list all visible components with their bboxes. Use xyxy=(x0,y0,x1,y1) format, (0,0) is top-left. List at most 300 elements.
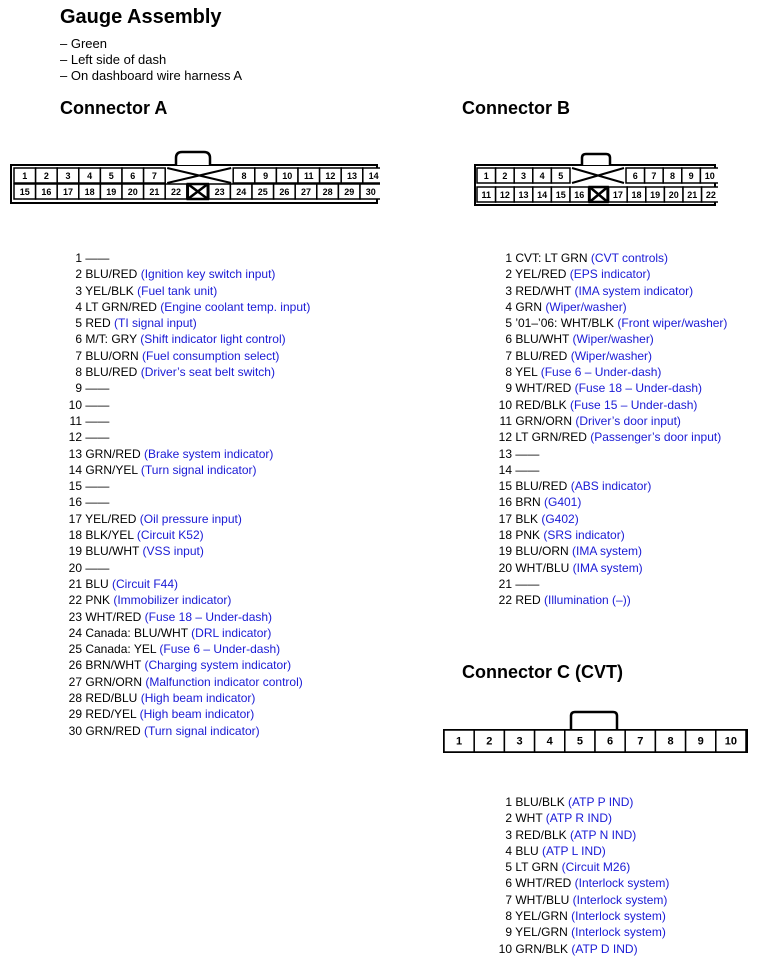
pin-number: 26 xyxy=(68,658,82,673)
connector-c-pin-5 xyxy=(565,730,595,752)
pin-number: 16 xyxy=(498,495,512,510)
pin-function: (Passenger’s door input) xyxy=(586,430,722,445)
connector-a-pin-8 xyxy=(233,168,255,183)
connector-a-pin-row xyxy=(60,478,310,494)
connector-a-pin-row xyxy=(60,446,310,462)
wire-color: RED/YEL xyxy=(82,707,137,722)
wire-color: —— xyxy=(82,430,110,445)
connector-a-pin-2 xyxy=(36,168,58,183)
connector-b-pin-row xyxy=(490,315,727,331)
pin-number: 2 xyxy=(505,267,512,282)
pin-function: (G402) xyxy=(538,511,579,526)
wire-color: BLU/ORN xyxy=(82,348,139,363)
connector-a-pin-24 xyxy=(230,184,252,199)
connector-b-pin-row xyxy=(490,560,727,576)
connector-a-pin-27 xyxy=(295,184,317,199)
pin-function: (Fuel consumption select) xyxy=(138,348,280,363)
pin-label: 1 xyxy=(456,735,463,748)
pin-number: 25 xyxy=(68,642,82,657)
connector-b-svg xyxy=(474,152,718,208)
pin-label: 27 xyxy=(300,187,312,197)
pin-label: 13 xyxy=(518,190,529,200)
pin-function: (Immobilizer indicator) xyxy=(110,593,232,608)
pin-number: 17 xyxy=(498,511,512,526)
pin-function: (Turn signal indicator) xyxy=(140,723,260,738)
pin-number: 5 xyxy=(75,316,82,331)
wire-color: YEL/BLK xyxy=(82,283,134,298)
pin-label: 4 xyxy=(539,171,545,181)
pin-function: (EPS indicator) xyxy=(566,267,651,282)
pin-number: 11 xyxy=(69,413,82,428)
connector-a-pin-row xyxy=(60,674,310,690)
pin-number: 3 xyxy=(505,827,512,842)
pin-number: 18 xyxy=(68,528,82,543)
pin-number: 22 xyxy=(68,593,82,608)
pin-number: 4 xyxy=(75,299,82,314)
connector-c-pin-8 xyxy=(655,730,685,752)
pin-label: 7 xyxy=(637,735,644,748)
wire-color: PNK xyxy=(512,528,541,543)
connector-b-pin-row xyxy=(490,494,727,510)
connector-a-heading: Connector A xyxy=(60,98,168,118)
wire-color: —— xyxy=(82,413,110,428)
pin-function: (Engine coolant temp. input) xyxy=(156,299,311,314)
pin-label: 13 xyxy=(346,171,358,181)
pin-label: 15 xyxy=(19,187,30,197)
pin-function: (Circuit M26) xyxy=(558,860,631,875)
wire-color: CVT: LT GRN xyxy=(512,251,588,265)
wire-color: M/T: GRY xyxy=(82,332,137,347)
wire-color: —— xyxy=(512,576,540,591)
wire-color: —— xyxy=(82,397,110,412)
pin-number: 1 xyxy=(75,251,82,265)
pin-number: 16 xyxy=(68,495,82,510)
wire-color: Canada: BLU/WHT xyxy=(82,625,188,640)
wire-color: BRN xyxy=(512,495,541,510)
pin-number: 6 xyxy=(505,876,512,891)
pin-function: (Interlock system) xyxy=(567,925,666,940)
pin-function: (Fuse 6 – Under-dash) xyxy=(537,365,662,380)
pin-function: (Brake system indicator) xyxy=(140,446,274,461)
connector-a-pin-23 xyxy=(209,184,231,199)
connector-c-pin-row xyxy=(490,843,669,859)
connector-b-pin-12 xyxy=(496,187,515,202)
pin-label: 9 xyxy=(263,171,269,181)
pin-function: (Fuse 18 – Under-dash) xyxy=(141,609,273,624)
connector-b-pin-row xyxy=(490,462,727,478)
pin-label: 7 xyxy=(151,171,157,181)
pin-function: (Fuse 15 – Under-dash) xyxy=(566,397,698,412)
connector-a-pin-14 xyxy=(363,168,380,183)
connector-b-pin-row xyxy=(490,380,727,396)
connector-c-pin-3 xyxy=(504,730,534,752)
connector-b-pin-10 xyxy=(700,168,718,183)
connector-b-pin-22 xyxy=(702,187,718,202)
pin-function: (CVT controls) xyxy=(587,251,669,265)
connector-b-pin-8 xyxy=(663,168,682,183)
pin-function: (IMA system) xyxy=(569,560,643,575)
wire-color: WHT/RED xyxy=(512,381,572,396)
pin-function: (Charging system indicator) xyxy=(141,658,292,673)
connector-a-pin-17 xyxy=(57,184,79,199)
connector-a-pin-row xyxy=(60,690,310,706)
connector-c-pin-4 xyxy=(535,730,565,752)
note-location: – Left side of dash xyxy=(60,52,167,67)
pin-number: 18 xyxy=(498,528,512,543)
pin-number: 2 xyxy=(505,811,512,826)
pin-label: 12 xyxy=(325,171,336,181)
pin-number: 4 xyxy=(505,299,512,314)
pin-label: 9 xyxy=(697,735,704,748)
pin-number: 19 xyxy=(498,544,512,559)
connector-c-pin-row xyxy=(490,908,669,924)
pin-function: (Front wiper/washer) xyxy=(614,316,728,331)
pin-function: (Wiper/washer) xyxy=(569,332,654,347)
pin-label: 29 xyxy=(344,187,355,197)
connector-c-pin-list xyxy=(490,794,669,957)
connector-b-pin-4 xyxy=(533,168,552,183)
connector-c-heading: Connector C (CVT) xyxy=(462,662,623,682)
wire-color: BLU/WHT xyxy=(512,332,570,347)
connector-a-pin-11 xyxy=(298,168,320,183)
pin-label: 19 xyxy=(106,187,117,197)
wire-color: BLU xyxy=(82,576,109,591)
wire-color: —— xyxy=(82,479,110,494)
wire-color: BLK xyxy=(512,511,539,526)
connector-b-pin-21 xyxy=(683,187,702,202)
pin-number: 7 xyxy=(505,348,512,363)
connector-a-pin-3 xyxy=(57,168,79,183)
pin-function: (Wiper/washer) xyxy=(567,348,653,363)
connector-a-pin-25 xyxy=(252,184,274,199)
pin-number: 14 xyxy=(498,462,512,477)
pin-number: 27 xyxy=(68,674,82,689)
connector-c-svg xyxy=(443,710,749,756)
pin-label: 21 xyxy=(149,187,160,197)
pin-label: 21 xyxy=(687,190,698,200)
wire-color: GRN/ORN xyxy=(512,413,572,428)
pin-label: 8 xyxy=(669,171,676,181)
wire-color: GRN/RED xyxy=(82,446,141,461)
connector-a-pin-row xyxy=(60,543,310,559)
pin-number: 17 xyxy=(68,511,82,526)
pin-number: 3 xyxy=(505,283,512,298)
pin-label: 16 xyxy=(574,190,585,200)
connector-a-pin-29 xyxy=(338,184,360,199)
connector-a-pin-30 xyxy=(360,184,380,199)
wire-color: BLU/WHT xyxy=(82,544,140,559)
note-color: – Green xyxy=(60,36,107,51)
pin-label: 17 xyxy=(612,190,623,200)
connector-a-pin-row xyxy=(60,494,310,510)
wire-color: BLU/RED xyxy=(512,479,568,494)
pin-function: (Fuel tank unit) xyxy=(133,283,218,298)
connector-a-pin-row xyxy=(60,380,310,396)
connector-a-pin-16 xyxy=(36,184,58,199)
connector-a-pin-6 xyxy=(122,168,144,183)
connector-c-pin-row xyxy=(490,827,669,843)
connector-c-pin-row xyxy=(490,924,669,940)
connector-b-pin-14 xyxy=(533,187,552,202)
connector-b-pin-row xyxy=(490,348,727,364)
connector-b-diagram xyxy=(474,152,718,208)
wire-color: BLU/RED xyxy=(82,267,138,282)
pin-function: (Turn signal indicator) xyxy=(137,462,257,477)
connector-a-pin-20 xyxy=(122,184,144,199)
wire-color: LT GRN/RED xyxy=(82,299,157,314)
pin-label: 8 xyxy=(241,171,247,181)
pin-label: 16 xyxy=(41,187,52,197)
pin-label: 26 xyxy=(279,187,290,197)
connector-b-pin-row xyxy=(490,331,727,347)
connector-a-pin-row xyxy=(60,576,310,592)
connector-c-pin-row xyxy=(490,875,669,891)
pin-label: 6 xyxy=(607,735,614,748)
pin-label: 2 xyxy=(43,171,49,181)
wire-color: YEL/RED xyxy=(82,511,137,526)
pin-label: 25 xyxy=(257,187,268,197)
wire-color: YEL/GRN xyxy=(512,909,568,924)
wire-color: GRN/BLK xyxy=(512,941,569,956)
connector-b-pin-13 xyxy=(514,187,533,202)
connector-b-pin-15 xyxy=(551,187,570,202)
pin-label: 11 xyxy=(481,190,492,200)
pin-number: 15 xyxy=(68,479,82,494)
pin-function: (ABS indicator) xyxy=(567,479,652,494)
connector-a-pin-12 xyxy=(320,168,342,183)
pin-label: 9 xyxy=(688,171,694,181)
pin-function: (Illumination (–)) xyxy=(540,593,631,608)
wire-color: BLU/RED xyxy=(512,348,568,363)
wire-color: —— xyxy=(512,446,540,461)
page-title: Gauge Assembly xyxy=(60,6,222,28)
connector-b-pin-row xyxy=(490,250,727,266)
connector-a-pin-15 xyxy=(14,184,36,199)
pin-function: (VSS input) xyxy=(139,544,204,559)
connector-a-pin-26 xyxy=(274,184,296,199)
pin-label: 4 xyxy=(87,171,93,181)
wire-color: RED/BLK xyxy=(512,397,567,412)
pin-function: (ATP N IND) xyxy=(566,827,637,842)
connector-b-pin-19 xyxy=(646,187,665,202)
pin-function: (SRS indicator) xyxy=(540,528,625,543)
pin-label: 3 xyxy=(65,171,71,181)
wire-color: Canada: YEL xyxy=(82,642,157,657)
pin-number: 10 xyxy=(68,397,82,412)
pin-number: 28 xyxy=(68,691,82,706)
connector-c-pin-10 xyxy=(716,730,746,752)
connector-a-pin-19 xyxy=(100,184,122,199)
pin-number: 10 xyxy=(498,397,512,412)
connector-b-pin-row xyxy=(490,413,727,429)
pin-number: 13 xyxy=(68,446,82,461)
connector-c-pin-9 xyxy=(686,730,716,752)
connector-a-pin-list xyxy=(60,250,310,739)
wire-color: BLU xyxy=(512,843,539,858)
pin-number: 29 xyxy=(68,707,82,722)
connector-a-pin-row xyxy=(60,527,310,543)
pin-label: 6 xyxy=(130,171,136,181)
pin-label: 5 xyxy=(576,735,583,748)
wire-color: RED/BLU xyxy=(82,691,138,706)
pin-number: 11 xyxy=(499,413,512,428)
pin-function: (Oil pressure input) xyxy=(136,511,242,526)
connector-b-pin-2 xyxy=(496,168,515,183)
connector-b-pin-18 xyxy=(627,187,646,202)
connector-a-pin-row xyxy=(60,657,310,673)
connector-a-pin-row xyxy=(60,592,310,608)
pin-number: 21 xyxy=(68,576,82,591)
connector-a-pin-row xyxy=(60,397,310,413)
connector-a-pin-row xyxy=(60,429,310,445)
pin-function: (ATP R IND) xyxy=(542,811,613,826)
pin-function: (Fuse 6 – Under-dash) xyxy=(156,642,281,657)
pin-function: (Driver’s door input) xyxy=(572,413,681,428)
wire-color: —— xyxy=(82,560,110,575)
wire-color: YEL/GRN xyxy=(512,925,568,940)
connector-a-pin-row xyxy=(60,364,310,380)
pin-number: 3 xyxy=(75,283,82,298)
pin-number: 5 xyxy=(505,860,512,875)
connector-c-pin-1 xyxy=(444,730,474,752)
pin-label: 10 xyxy=(282,171,293,181)
pin-label: 14 xyxy=(368,171,379,181)
pin-number: 15 xyxy=(498,479,512,494)
connector-a-pin-1 xyxy=(14,168,36,183)
pin-function: (ATP L IND) xyxy=(538,843,606,858)
pin-number: 2 xyxy=(75,267,82,282)
pin-label: 2 xyxy=(486,735,493,748)
pin-number: 4 xyxy=(505,843,512,858)
connector-c-pin-row xyxy=(490,892,669,908)
pin-function: (G401) xyxy=(540,495,582,510)
wire-color: YEL xyxy=(512,365,538,380)
pin-function: (Driver’s seat belt switch) xyxy=(137,365,275,380)
pin-function: (Shift indicator light control) xyxy=(136,332,286,347)
pin-number: 9 xyxy=(75,381,82,396)
pin-number: 7 xyxy=(75,348,82,363)
connector-b-pin-row xyxy=(490,283,727,299)
connector-c-pin-row xyxy=(490,810,669,826)
connector-b-pin-row xyxy=(490,527,727,543)
pin-label: 28 xyxy=(322,187,333,197)
connector-a-pin-row xyxy=(60,609,310,625)
pin-number: 13 xyxy=(498,446,512,461)
wire-color: GRN/RED xyxy=(82,723,141,738)
connector-b-pin-row xyxy=(490,592,727,608)
connector-b-lock-tab xyxy=(582,154,610,165)
wire-color: WHT/RED xyxy=(512,876,572,891)
wire-color: LT GRN/RED xyxy=(512,430,587,445)
pin-number: 8 xyxy=(505,909,512,924)
connector-a-pin-13 xyxy=(341,168,363,183)
wire-color: GRN xyxy=(512,299,542,314)
connector-b-pin-row xyxy=(490,266,727,282)
connector-a-pin-row xyxy=(60,299,310,315)
connector-b-pin-row xyxy=(490,511,727,527)
connector-a-pin-row xyxy=(60,331,310,347)
pin-label: 7 xyxy=(651,171,657,181)
wire-color: WHT/BLU xyxy=(512,892,570,907)
connector-a-pin-row xyxy=(60,348,310,364)
pin-function: (Circuit F44) xyxy=(108,576,179,591)
pin-label: 22 xyxy=(705,190,716,200)
connector-b-pin-row xyxy=(490,429,727,445)
pin-number: 1 xyxy=(505,251,512,265)
wire-color: RED/BLK xyxy=(512,827,567,842)
connector-a-pin-row xyxy=(60,413,310,429)
pin-function: (ATP P IND) xyxy=(564,795,634,809)
wire-color: BLU/BLK xyxy=(512,795,565,809)
connector-c-pin-2 xyxy=(474,730,504,752)
wire-color: WHT/RED xyxy=(82,609,142,624)
pin-label: 22 xyxy=(170,187,182,197)
pin-label: 18 xyxy=(631,190,642,200)
connector-a-pin-row xyxy=(60,560,310,576)
connector-b-pin-9 xyxy=(682,168,701,183)
pin-label: 12 xyxy=(499,190,510,200)
pin-number: 19 xyxy=(68,544,82,559)
connector-b-pin-row xyxy=(490,478,727,494)
wire-color: RED xyxy=(82,316,111,331)
connector-a-pin-21 xyxy=(144,184,166,199)
pin-number: 6 xyxy=(505,332,512,347)
wire-color: RED xyxy=(512,593,541,608)
pin-function: (Interlock system) xyxy=(567,909,666,924)
wire-color: BLU/RED xyxy=(82,365,138,380)
connector-a-pin-row xyxy=(60,283,310,299)
connector-b-heading: Connector B xyxy=(462,98,570,118)
pin-label: 3 xyxy=(520,171,527,181)
wire-color: BLU/ORN xyxy=(512,544,569,559)
pin-label: 19 xyxy=(650,190,661,200)
pin-function: (IMA system) xyxy=(568,544,643,559)
connector-a-pin-row xyxy=(60,266,310,282)
pin-label: 1 xyxy=(483,171,489,181)
pin-number: 7 xyxy=(505,892,512,907)
wire-color: RED/WHT xyxy=(512,283,572,298)
pin-number: 1 xyxy=(505,795,512,809)
pin-number: 9 xyxy=(505,381,512,396)
pin-label: 5 xyxy=(558,171,564,181)
pin-number: 14 xyxy=(68,462,82,477)
connector-a-pin-row xyxy=(60,706,310,722)
connector-c-pin-6 xyxy=(595,730,625,752)
connector-a-pin-10 xyxy=(276,168,298,183)
pin-function: (Ignition key switch input) xyxy=(137,267,276,282)
pin-function: (Fuse 18 – Under-dash) xyxy=(571,381,703,396)
wire-color: WHT/BLU xyxy=(512,560,570,575)
pin-number: 23 xyxy=(68,609,82,624)
wire-color: LT GRN xyxy=(512,860,559,875)
connector-c-pin-row xyxy=(490,859,669,875)
pin-function: (ATP D IND) xyxy=(568,941,638,956)
pin-number: 8 xyxy=(75,365,82,380)
pin-label: 3 xyxy=(516,735,523,748)
connector-b-pin-16 xyxy=(570,187,589,202)
pin-function: (Wiper/washer) xyxy=(542,299,627,314)
connector-a-pin-9 xyxy=(255,168,277,183)
connector-b-pin-5 xyxy=(551,168,570,183)
connector-a-diagram xyxy=(10,150,380,206)
pin-function: (Interlock system) xyxy=(571,876,670,891)
pin-number: 9 xyxy=(505,925,512,940)
pin-number: 6 xyxy=(75,332,82,347)
wire-color: —— xyxy=(82,381,110,396)
pin-function: (IMA system indicator) xyxy=(571,283,694,298)
connector-c-pin-row xyxy=(490,794,669,810)
connector-c-pin-row xyxy=(490,941,669,957)
